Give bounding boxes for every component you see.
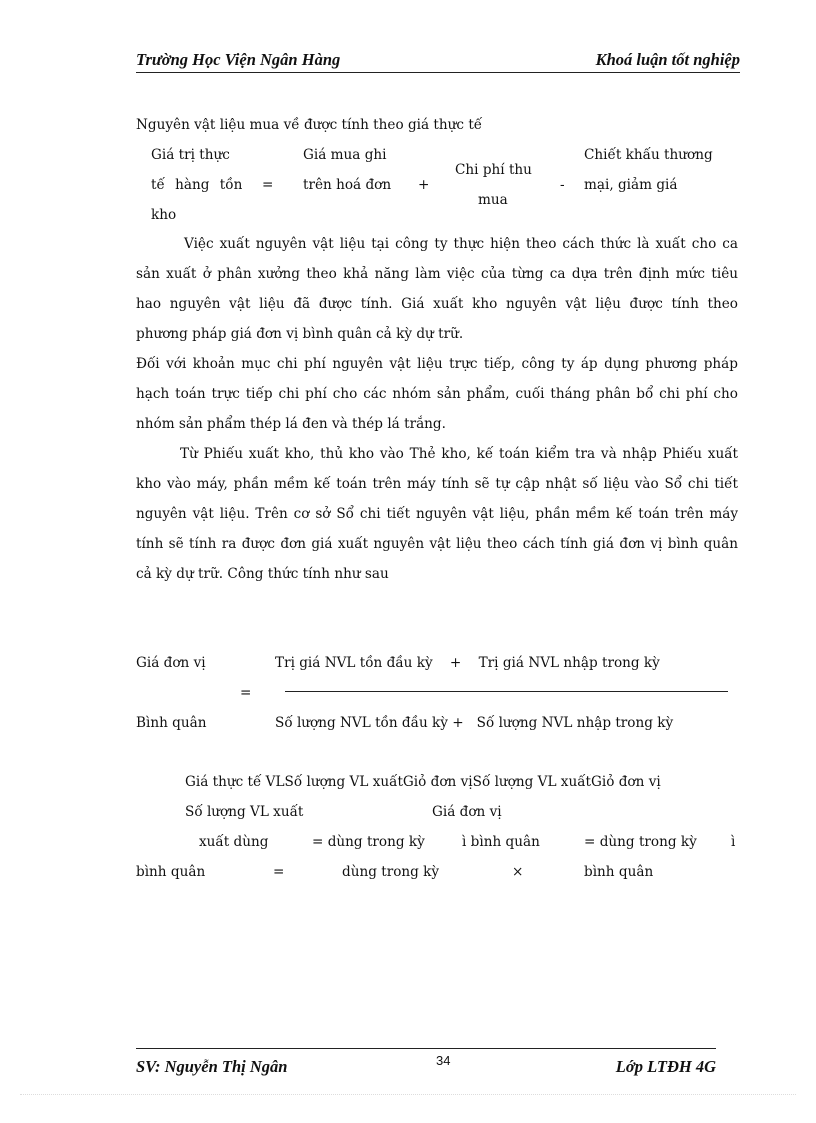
- para1-line3: hao nguyên vật liệu đã được tính. Giá xuất kho nguyên vật liệu được tính theo: [136, 296, 738, 312]
- header-thesis: Khoá luận tốt nghiệp: [595, 50, 740, 69]
- f2-label-bottom: Bình quân: [136, 715, 207, 731]
- para2-line3: nhóm sản phẩm thép lá đen và thép lá trắng.: [136, 416, 446, 432]
- f3-line2a: Số lượng VL xuất: [185, 804, 304, 820]
- f3-line3c: ì bình quân: [462, 834, 540, 850]
- f2-equals: =: [240, 685, 252, 701]
- page-number: 34: [436, 1053, 451, 1068]
- f3-line2b: Giá đơn vị: [432, 804, 502, 820]
- footer-student: SV: Nguyễn Thị Ngân: [136, 1057, 288, 1076]
- f3-line1: Giá thực tế VLSố lượng VL xuấtGiỏ đơn vịSố lượng VL xuấtGiỏ đơn vị: [185, 774, 661, 790]
- f2-numerator: Trị giá NVL tồn đầu kỳ + Trị giá NVL nhập trong kỳ: [275, 655, 660, 671]
- f3-line3a: xuất dùng: [199, 834, 269, 850]
- para3-line5: cả kỳ dự trữ. Công thức tính như sau: [136, 566, 389, 582]
- f1-c1-l1: Giá trị thực: [151, 147, 230, 163]
- page-header: [136, 50, 740, 73]
- f1-c2-l1: Giá mua ghi: [303, 147, 387, 163]
- f1-c4-l1: Chiết khấu thương: [584, 147, 713, 163]
- f3-line3d: = dùng trong kỳ: [584, 834, 697, 850]
- f2-denominator: Số lượng NVL tồn đầu kỳ + Số lượng NVL nhập trong kỳ: [275, 715, 674, 731]
- f1-c3-l1: Chi phí thu: [455, 162, 532, 178]
- f3-line4e: bình quân: [584, 864, 654, 880]
- intro-line: Nguyên vật liệu mua về được tính theo giá thực tế: [136, 117, 483, 133]
- para3-line2: kho vào máy, phần mềm kế toán trên máy tính sẽ tự cập nhật số liệu vào Sổ chi tiết: [136, 476, 738, 492]
- f1-c1-l2: tế hàng tồn: [151, 177, 243, 193]
- f3-line4a: bình quân: [136, 864, 206, 880]
- f2-label-top: Giá đơn vị: [136, 655, 206, 671]
- footer-class: Lớp LTĐH 4G: [615, 1057, 716, 1076]
- f1-c3-l2: mua: [478, 192, 508, 208]
- f1-equals: =: [262, 177, 274, 193]
- page-edge-dots: [20, 1094, 796, 1095]
- para1-line4: phương pháp giá đơn vị bình quân cả kỳ dự trữ.: [136, 326, 464, 342]
- para2-line2: hạch toán trực tiếp chi phí cho các nhóm sản phẩm, cuối tháng phân bổ chi phí cho: [136, 386, 738, 402]
- f3-line4d: ×: [512, 864, 524, 880]
- para3-line1: Từ Phiếu xuất kho, thủ kho vào Thẻ kho, kế toán kiểm tra và nhập Phiếu xuất: [180, 446, 738, 462]
- f1-c2-l2: trên hoá đơn: [303, 177, 392, 193]
- para1-line1: Việc xuất nguyên vật liệu tại công ty thực hiện theo cách thức là xuất cho ca: [184, 236, 738, 252]
- f3-line3b: = dùng trong kỳ: [312, 834, 425, 850]
- f3-line3e: ì: [731, 834, 736, 850]
- f1-minus: -: [560, 177, 565, 193]
- para3-line3: nguyên vật liệu. Trên cơ sở Sổ chi tiết nguyên vật liệu, phần mềm kế toán trên máy: [136, 506, 738, 522]
- f1-plus: +: [418, 177, 430, 193]
- para1-line2: sản xuất ở phân xưởng theo khả năng làm việc của từng ca dựa trên định mức tiêu: [136, 266, 738, 282]
- f1-c4-l2: mại, giảm giá: [584, 177, 678, 193]
- f1-c1-l3: kho: [151, 207, 177, 223]
- header-school: Trường Học Viện Ngân Hàng: [136, 50, 341, 69]
- fraction-bar: [285, 691, 728, 692]
- para2-line1: Đối với khoản mục chi phí nguyên vật liệu trực tiếp, công ty áp dụng phương pháp: [136, 356, 738, 372]
- f3-line4c: dùng trong kỳ: [342, 864, 440, 880]
- f3-line4b: =: [273, 864, 285, 880]
- page-footer: [136, 1048, 716, 1077]
- para3-line4: tính sẽ tính ra được đơn giá xuất nguyên vật liệu theo cách tính giá đơn vị bình quân: [136, 536, 738, 552]
